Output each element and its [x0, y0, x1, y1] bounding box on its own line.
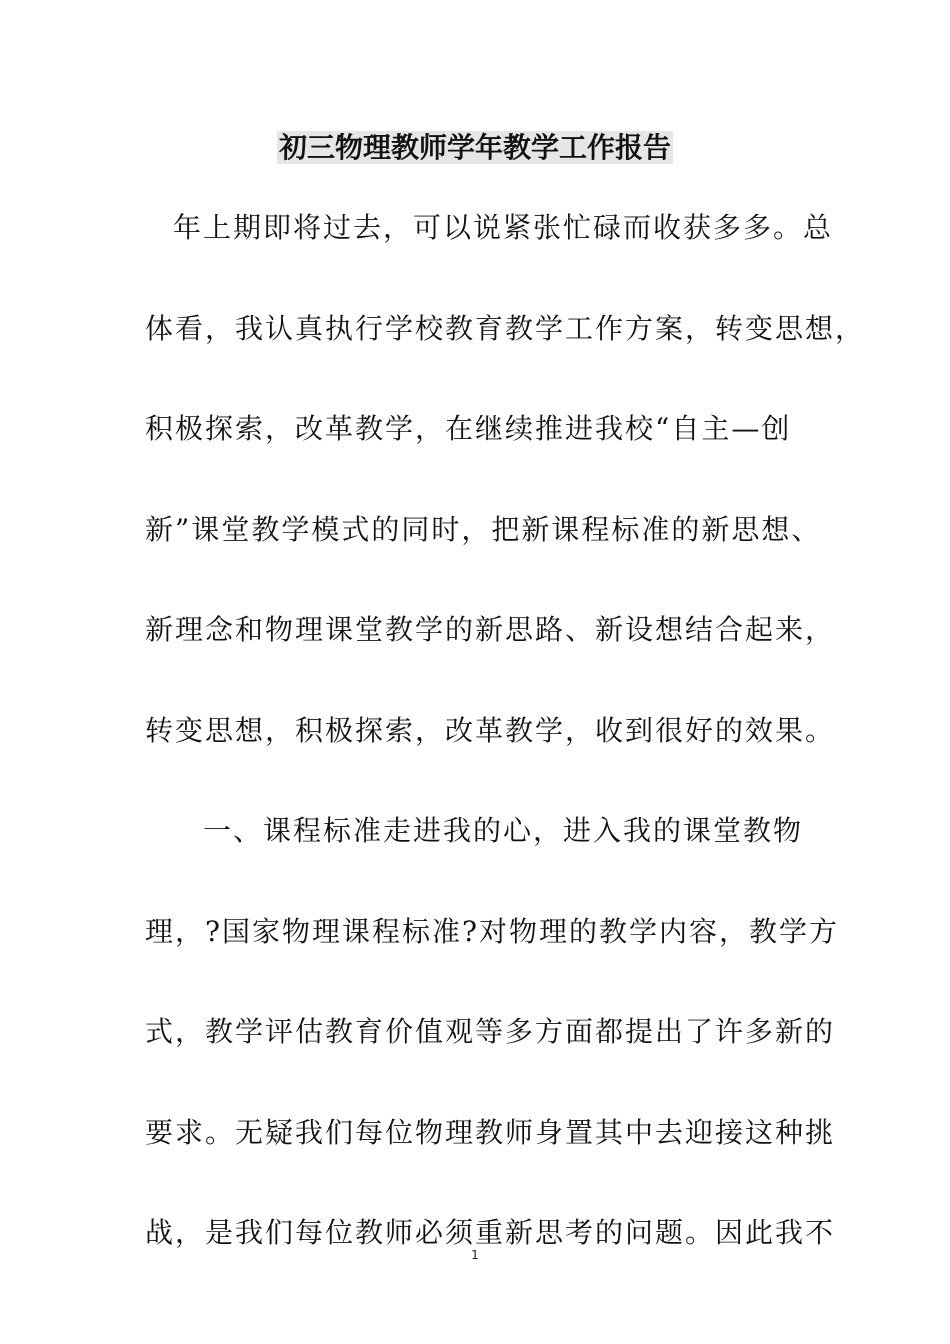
paragraph-line: 新”课堂教学模式的同时，把新课程标准的新思想、 [145, 512, 822, 546]
paragraph-line: 新理念和物理课堂教学的新思路、新设想结合起来， [145, 613, 836, 646]
paragraph-line: 式，教学评估教育价值观等多方面都提出了许多新的 [145, 1015, 836, 1048]
paragraph-line: 积极探索，改革教学，在继续推进我校“自主—创 [145, 412, 792, 445]
document-body [145, 178, 866, 1284]
paragraph-line: 转变思想，积极探索，改革教学，收到很好的效果。 [145, 713, 836, 747]
document-title-text: 初三物理教师学年教学工作报告 [278, 131, 671, 164]
paragraph-line: 年上期即将过去，可以说紧张忙碌而收获多多。总 [173, 211, 834, 244]
paragraph-line: 战，是我们每位教师必须重新思考的问题。因此我不 [145, 1216, 836, 1249]
paragraph-line: 理，?国家物理课程标准?对物理的教学内容，教学方 [145, 914, 840, 948]
paragraph-line: 体看，我认真执行学校教育教学工作方案，转变思想， [145, 311, 866, 345]
document-title [0, 126, 950, 170]
section-heading-line: 一、课程标准走进我的心，进入我的课堂教物 [203, 814, 804, 847]
paragraph-line: 要求。无疑我们每位物理教师身置其中去迎接这种挑 [145, 1115, 836, 1149]
page-number: 1 [471, 1248, 479, 1262]
